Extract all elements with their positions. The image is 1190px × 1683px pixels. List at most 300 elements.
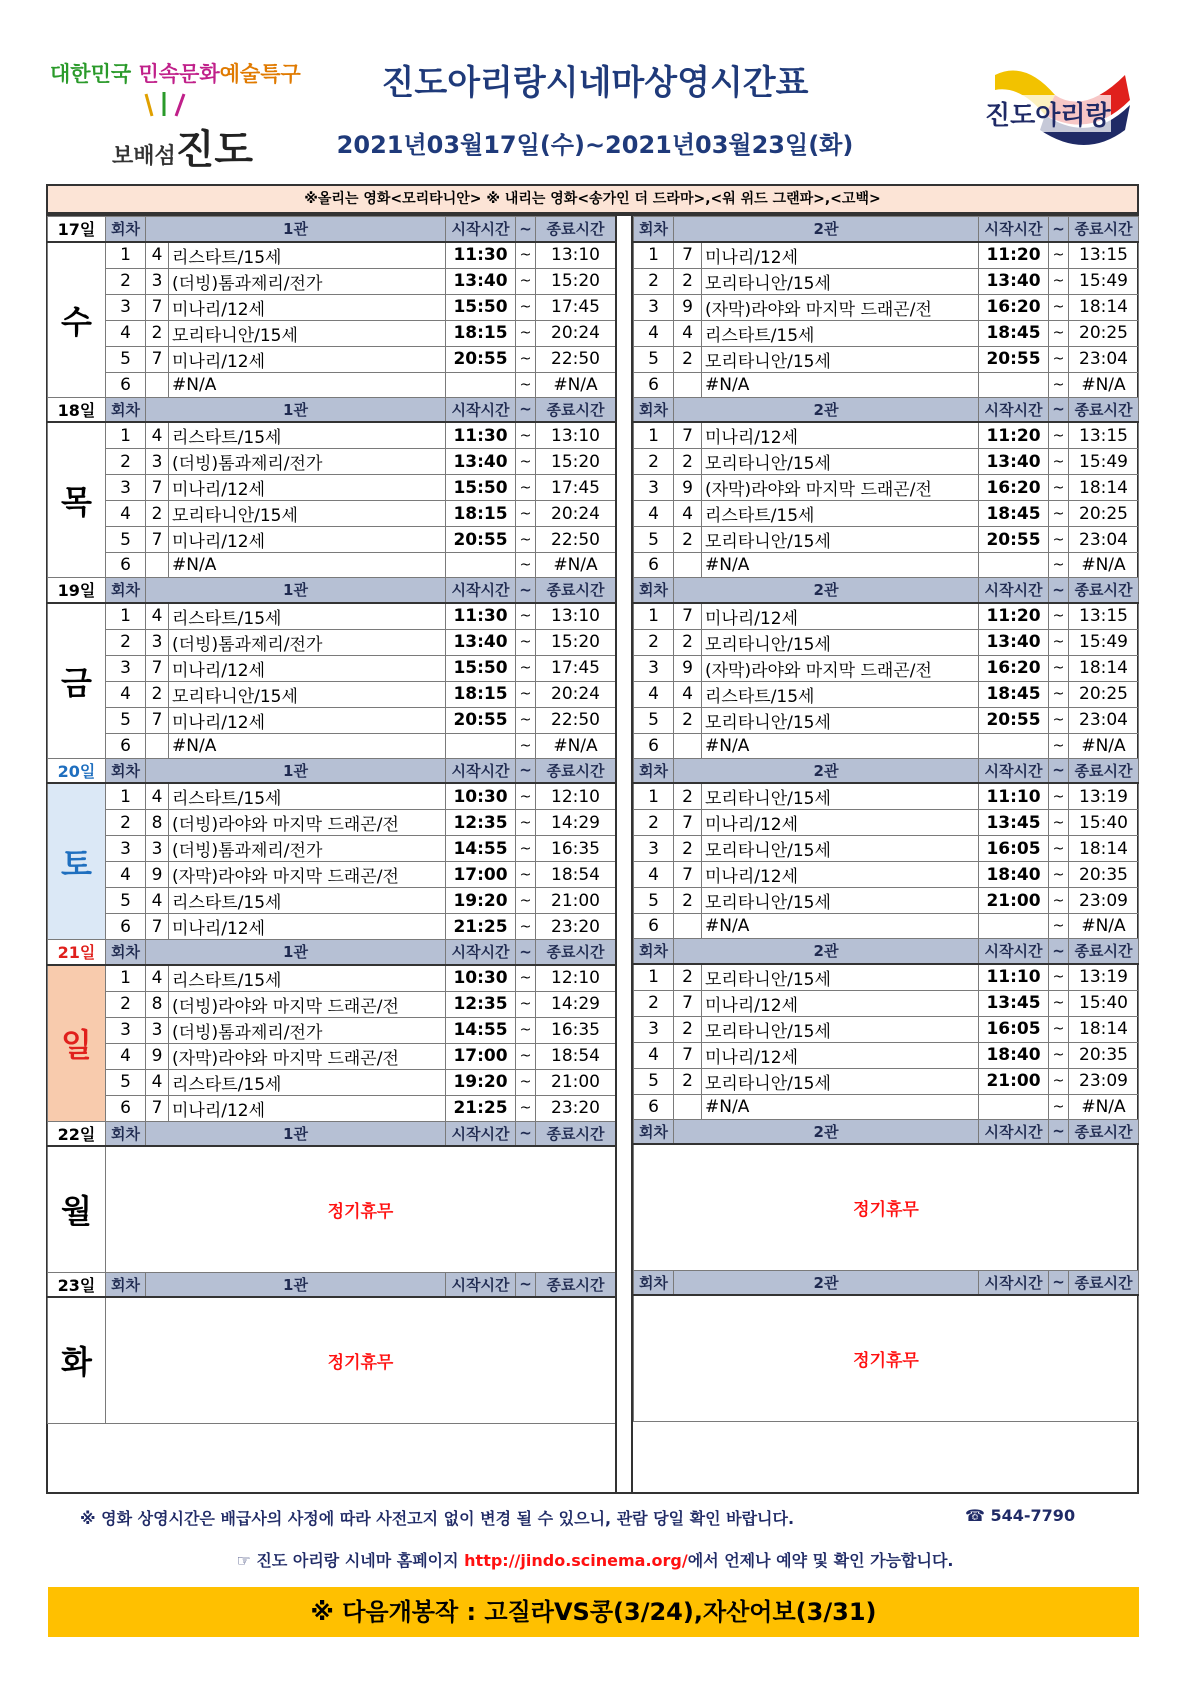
hall-header: 2관 — [674, 939, 979, 964]
day-header-row — [48, 1272, 616, 1297]
start-time-header: 시작시간 — [446, 397, 516, 422]
tilde: ~ — [516, 553, 536, 578]
day-header-row — [48, 1121, 616, 1146]
showtime-row — [48, 475, 616, 501]
session-number: 4 — [106, 320, 146, 346]
movie-title: 미나리/12세 — [702, 990, 979, 1016]
screen-code: 7 — [146, 1095, 169, 1121]
end-time: 23:04 — [1069, 346, 1139, 372]
session-number: 4 — [634, 862, 674, 888]
start-time: 20:55 — [446, 707, 516, 733]
start-time: 20:55 — [979, 527, 1049, 553]
screen-code: 7 — [146, 294, 169, 320]
tilde: ~ — [516, 810, 536, 836]
movie-title: 리스타트/15세 — [169, 242, 446, 269]
start-time: 11:10 — [979, 783, 1049, 810]
homepage-link[interactable]: http://jindo.scinema.org/ — [464, 1551, 688, 1570]
movie-title: 리스타트/15세 — [169, 603, 446, 630]
footer-note-text: ※ 영화 상영시간은 배급사의 사정에 따라 사전고지 없이 변경 될 수 있으니, 관람 당일 확인 바랍니다. — [80, 1509, 795, 1528]
tilde: ~ — [1049, 629, 1069, 655]
start-time: 14:55 — [446, 1017, 516, 1043]
tilde: ~ — [516, 888, 536, 914]
screen-code — [674, 372, 702, 397]
end-time: 22:50 — [536, 527, 616, 553]
start-time — [979, 914, 1049, 939]
movie-title: #N/A — [169, 553, 446, 578]
tilde: ~ — [1049, 888, 1069, 914]
session-number: 2 — [634, 449, 674, 475]
day-header-row — [634, 397, 1139, 422]
session-number: 1 — [106, 783, 146, 810]
showtime-row — [48, 965, 616, 992]
movie-title: 미나리/12세 — [169, 475, 446, 501]
screen-code: 8 — [146, 991, 169, 1017]
screen-code: 3 — [146, 1017, 169, 1043]
movie-title: (더빙)라야와 마지막 드래곤/전 — [169, 991, 446, 1017]
end-time-header: 종료시간 — [1069, 397, 1139, 422]
showtime-row — [48, 862, 616, 888]
end-time: 13:15 — [1069, 603, 1139, 630]
tilde-header: ~ — [516, 1272, 536, 1297]
tilde: ~ — [516, 783, 536, 810]
screen-code: 9 — [674, 294, 702, 320]
day-date: 21일 — [48, 940, 106, 965]
session-number: 3 — [106, 655, 146, 681]
tilde: ~ — [516, 914, 536, 940]
end-time: 18:14 — [1069, 1016, 1139, 1042]
session-number: 5 — [634, 346, 674, 372]
tilde-header: ~ — [516, 578, 536, 603]
start-time: 12:35 — [446, 991, 516, 1017]
end-time: 18:14 — [1069, 475, 1139, 501]
start-time: 11:20 — [979, 422, 1049, 449]
session-number: 5 — [106, 1069, 146, 1095]
session-number: 2 — [634, 810, 674, 836]
hall-header: 1관 — [146, 1121, 446, 1146]
showtime-row — [48, 268, 616, 294]
end-time: 20:24 — [536, 320, 616, 346]
day-of-week: 수 — [48, 242, 106, 398]
screen-code: 4 — [674, 320, 702, 346]
showtime-row — [48, 707, 616, 733]
showtime-row — [48, 655, 616, 681]
end-time: 23:09 — [1069, 888, 1139, 914]
end-time-header: 종료시간 — [1069, 939, 1139, 964]
session-number: 5 — [106, 707, 146, 733]
movie-title: 모리타니안/15세 — [702, 449, 979, 475]
movie-title: 미나리/12세 — [702, 1042, 979, 1068]
hall-divider — [615, 216, 633, 1492]
start-time-header: 시작시간 — [446, 578, 516, 603]
session-number: 5 — [106, 888, 146, 914]
tilde: ~ — [1049, 964, 1069, 991]
screen-code — [674, 733, 702, 758]
end-time: 23:04 — [1069, 527, 1139, 553]
end-time: 12:10 — [536, 783, 616, 810]
session-number: 3 — [634, 1016, 674, 1042]
movie-title: 모리타니안/15세 — [169, 681, 446, 707]
end-time: 22:50 — [536, 707, 616, 733]
end-time: 14:29 — [536, 810, 616, 836]
movie-title: 미나리/12세 — [702, 603, 979, 630]
day-header-row — [48, 397, 616, 422]
end-time: 18:14 — [1069, 294, 1139, 320]
showtime-row — [634, 501, 1139, 527]
end-time: 13:19 — [1069, 783, 1139, 810]
tilde: ~ — [1049, 862, 1069, 888]
session-number: 3 — [634, 836, 674, 862]
movie-title: #N/A — [702, 733, 979, 758]
hall-header: 1관 — [146, 217, 446, 242]
showtime-row — [48, 888, 616, 914]
movie-title: (더빙)톰과제리/전가 — [169, 629, 446, 655]
tilde: ~ — [516, 629, 536, 655]
showtime-row — [634, 1094, 1139, 1119]
closed-notice: 정기휴무 — [106, 1146, 616, 1272]
day-of-week: 목 — [48, 422, 106, 578]
end-time: 15:49 — [1069, 629, 1139, 655]
session-header: 회차 — [634, 397, 674, 422]
session-number: 4 — [634, 320, 674, 346]
closed-row — [48, 1146, 616, 1272]
session-number: 2 — [106, 810, 146, 836]
session-header: 회차 — [106, 758, 146, 783]
start-time: 13:45 — [979, 990, 1049, 1016]
start-time: 20:55 — [446, 346, 516, 372]
end-time: #N/A — [1069, 733, 1139, 758]
session-number: 4 — [634, 681, 674, 707]
end-time: #N/A — [1069, 914, 1139, 939]
hall-header: 2관 — [674, 578, 979, 603]
session-number: 2 — [634, 629, 674, 655]
start-time: 18:15 — [446, 681, 516, 707]
day-header-row — [48, 578, 616, 603]
start-time: 16:20 — [979, 475, 1049, 501]
screen-code: 3 — [146, 836, 169, 862]
start-time: 18:45 — [979, 681, 1049, 707]
end-time: 17:45 — [536, 294, 616, 320]
showtime-row — [634, 862, 1139, 888]
end-time: 20:24 — [536, 681, 616, 707]
start-time: 13:40 — [446, 629, 516, 655]
end-time-header: 종료시간 — [536, 578, 616, 603]
showtime-row — [48, 553, 616, 578]
movie-title: 모리타니안/15세 — [169, 320, 446, 346]
start-time: 18:45 — [979, 320, 1049, 346]
screen-code: 7 — [674, 603, 702, 630]
hall-header: 1관 — [146, 1272, 446, 1297]
logo-left-big: 진도 — [175, 126, 254, 173]
tilde: ~ — [1049, 1016, 1069, 1042]
screen-code: 3 — [146, 629, 169, 655]
hall2-schedule-table — [633, 216, 1139, 1422]
showtime-row — [634, 346, 1139, 372]
day-of-week: 일 — [48, 965, 106, 1122]
day-date: 22일 — [48, 1121, 106, 1146]
start-time: 18:40 — [979, 862, 1049, 888]
tilde-header: ~ — [516, 217, 536, 242]
end-time: 21:00 — [536, 888, 616, 914]
showtime-row — [634, 553, 1139, 578]
end-time: #N/A — [536, 553, 616, 578]
tilde: ~ — [516, 681, 536, 707]
start-time-header: 시작시간 — [446, 940, 516, 965]
start-time: 21:25 — [446, 914, 516, 940]
end-time: 13:10 — [536, 603, 616, 630]
tilde: ~ — [516, 449, 536, 475]
screen-code: 2 — [674, 783, 702, 810]
screen-code — [146, 733, 169, 758]
end-time-header: 종료시간 — [536, 217, 616, 242]
end-time: 13:19 — [1069, 964, 1139, 991]
session-number: 4 — [106, 1043, 146, 1069]
showtime-row — [48, 810, 616, 836]
tilde: ~ — [516, 422, 536, 449]
session-header: 회차 — [634, 1270, 674, 1295]
movie-title: #N/A — [702, 1094, 979, 1119]
tilde-header: ~ — [1049, 217, 1069, 242]
session-header: 회차 — [634, 217, 674, 242]
session-number: 5 — [106, 346, 146, 372]
session-number: 6 — [634, 372, 674, 397]
end-time: 20:25 — [1069, 320, 1139, 346]
footer-homepage — [0, 1548, 1190, 1571]
showtime-row — [634, 655, 1139, 681]
movie-title: 모리타니안/15세 — [702, 268, 979, 294]
session-number: 5 — [106, 527, 146, 553]
session-number: 6 — [634, 914, 674, 939]
movie-title: 리스타트/15세 — [702, 681, 979, 707]
tilde: ~ — [516, 527, 536, 553]
showtime-row — [48, 1069, 616, 1095]
day-of-week: 월 — [48, 1146, 106, 1272]
tilde-header: ~ — [1049, 1270, 1069, 1295]
screen-code — [674, 1094, 702, 1119]
tilde: ~ — [516, 242, 536, 269]
tilde-header: ~ — [1049, 397, 1069, 422]
showtime-row — [634, 810, 1139, 836]
end-time: 20:24 — [536, 501, 616, 527]
showtime-row — [48, 733, 616, 758]
movie-title: 리스타트/15세 — [702, 320, 979, 346]
movie-title: 모리타니안/15세 — [702, 836, 979, 862]
end-time: 22:50 — [536, 346, 616, 372]
end-time: 23:09 — [1069, 1068, 1139, 1094]
screen-code: 9 — [146, 1043, 169, 1069]
tilde: ~ — [516, 965, 536, 992]
tilde: ~ — [516, 1095, 536, 1121]
showtime-row — [48, 294, 616, 320]
tilde: ~ — [1049, 914, 1069, 939]
end-time: 12:10 — [536, 965, 616, 992]
showtime-row — [634, 707, 1139, 733]
movie-title: 미나리/12세 — [702, 862, 979, 888]
tilde: ~ — [1049, 372, 1069, 397]
showtime-row — [634, 449, 1139, 475]
session-header: 회차 — [106, 217, 146, 242]
screen-code: 2 — [674, 707, 702, 733]
screen-code: 8 — [146, 810, 169, 836]
end-time: #N/A — [1069, 1094, 1139, 1119]
homepage-prefix: ☞ 진도 아리랑 시네마 홈페이지 — [236, 1551, 465, 1570]
movie-title: 미나리/12세 — [169, 527, 446, 553]
screen-code: 2 — [674, 268, 702, 294]
notice-bar: ※올리는 영화<모리타니안> ※ 내리는 영화<송가인 더 드라마>,<워 위드 그랜파>,<고백> — [46, 184, 1139, 214]
footer-note — [80, 1506, 1180, 1529]
screen-code: 4 — [146, 965, 169, 992]
start-time-header: 시작시간 — [979, 1270, 1049, 1295]
hall-header: 1관 — [146, 578, 446, 603]
screen-code — [146, 372, 169, 397]
session-header: 회차 — [106, 1121, 146, 1146]
screen-code: 2 — [674, 629, 702, 655]
day-header-row — [634, 758, 1139, 783]
tilde: ~ — [1049, 990, 1069, 1016]
hall-header: 2관 — [674, 1270, 979, 1295]
session-number: 4 — [106, 862, 146, 888]
end-time: 20:25 — [1069, 501, 1139, 527]
movie-title: 모리타니안/15세 — [702, 629, 979, 655]
tilde: ~ — [516, 862, 536, 888]
start-time: 16:20 — [979, 655, 1049, 681]
hall-header: 1관 — [146, 397, 446, 422]
start-time-header: 시작시간 — [979, 758, 1049, 783]
end-time: 13:10 — [536, 422, 616, 449]
session-number: 1 — [634, 242, 674, 269]
end-time: 20:35 — [1069, 1042, 1139, 1068]
screen-code: 7 — [146, 707, 169, 733]
movie-title: (자막)라야와 마지막 드래곤/전 — [169, 1043, 446, 1069]
start-time: 11:30 — [446, 422, 516, 449]
tilde: ~ — [1049, 242, 1069, 269]
tilde: ~ — [1049, 707, 1069, 733]
start-time: 21:00 — [979, 1068, 1049, 1094]
day-date: 23일 — [48, 1272, 106, 1297]
session-header: 회차 — [634, 578, 674, 603]
movie-title: (더빙)라야와 마지막 드래곤/전 — [169, 810, 446, 836]
tilde: ~ — [1049, 294, 1069, 320]
start-time — [979, 372, 1049, 397]
hall1-schedule-table — [47, 216, 616, 1424]
end-time: 15:49 — [1069, 449, 1139, 475]
start-time: 11:20 — [979, 603, 1049, 630]
movie-title: (더빙)톰과제리/전가 — [169, 836, 446, 862]
start-time: 13:40 — [979, 268, 1049, 294]
movie-title: 미나리/12세 — [702, 810, 979, 836]
start-time-header: 시작시간 — [979, 217, 1049, 242]
tilde: ~ — [1049, 346, 1069, 372]
day-date: 17일 — [48, 217, 106, 242]
movie-title: #N/A — [702, 914, 979, 939]
session-number: 6 — [634, 553, 674, 578]
tilde: ~ — [516, 268, 536, 294]
end-time: 23:20 — [536, 1095, 616, 1121]
showtime-row — [634, 964, 1139, 991]
end-time: 13:15 — [1069, 242, 1139, 269]
start-time: 13:40 — [446, 449, 516, 475]
screen-code: 2 — [674, 836, 702, 862]
session-header: 회차 — [634, 758, 674, 783]
tilde: ~ — [516, 707, 536, 733]
tilde: ~ — [1049, 268, 1069, 294]
end-time: #N/A — [536, 733, 616, 758]
showtime-row — [48, 1017, 616, 1043]
day-header-row — [48, 217, 616, 242]
start-time: 14:55 — [446, 836, 516, 862]
closed-notice: 정기휴무 — [106, 1297, 616, 1423]
screen-code: 9 — [674, 475, 702, 501]
session-number: 1 — [634, 783, 674, 810]
movie-title: 미나리/12세 — [169, 914, 446, 940]
session-number: 5 — [634, 527, 674, 553]
session-number: 1 — [106, 603, 146, 630]
tilde-header: ~ — [1049, 939, 1069, 964]
session-number: 1 — [634, 603, 674, 630]
screen-code: 3 — [146, 449, 169, 475]
hall-header: 2관 — [674, 1119, 979, 1144]
showtime-row — [48, 914, 616, 940]
day-date: 18일 — [48, 397, 106, 422]
start-time: 10:30 — [446, 965, 516, 992]
start-time: 17:00 — [446, 1043, 516, 1069]
screen-code — [146, 553, 169, 578]
closed-notice: 정기휴무 — [634, 1144, 1139, 1270]
end-time: 18:54 — [536, 862, 616, 888]
tilde: ~ — [516, 346, 536, 372]
showtime-row — [634, 603, 1139, 630]
screen-code: 2 — [146, 320, 169, 346]
screen-code: 7 — [146, 655, 169, 681]
end-time-header: 종료시간 — [1069, 1270, 1139, 1295]
showtime-row — [634, 1016, 1139, 1042]
tilde: ~ — [516, 603, 536, 630]
start-time: 13:45 — [979, 810, 1049, 836]
movie-title: 리스타트/15세 — [169, 1069, 446, 1095]
closed-row — [634, 1295, 1139, 1421]
screen-code: 7 — [146, 527, 169, 553]
screen-code — [674, 553, 702, 578]
movie-title: (자막)라야와 마지막 드래곤/전 — [169, 862, 446, 888]
start-time — [446, 733, 516, 758]
session-number: 1 — [634, 964, 674, 991]
closed-row — [48, 1297, 616, 1423]
day-date: 20일 — [48, 758, 106, 783]
session-header: 회차 — [634, 1119, 674, 1144]
screen-code: 7 — [674, 1042, 702, 1068]
showtime-row — [634, 733, 1139, 758]
movie-title: 모리타니안/15세 — [702, 888, 979, 914]
movie-title: 리스타트/15세 — [169, 888, 446, 914]
showtime-row — [634, 783, 1139, 810]
movie-title: 리스타트/15세 — [169, 783, 446, 810]
session-header: 회차 — [106, 397, 146, 422]
start-time: 18:40 — [979, 1042, 1049, 1068]
session-number: 3 — [634, 294, 674, 320]
showtime-row — [634, 372, 1139, 397]
end-time-header: 종료시간 — [1069, 1119, 1139, 1144]
tilde-header: ~ — [1049, 1119, 1069, 1144]
tilde: ~ — [1049, 1042, 1069, 1068]
showtime-row — [634, 1042, 1139, 1068]
end-time: 15:20 — [536, 268, 616, 294]
start-time: 11:20 — [979, 242, 1049, 269]
session-number: 1 — [106, 242, 146, 269]
movie-title: 모리타니안/15세 — [702, 1016, 979, 1042]
session-number: 3 — [106, 294, 146, 320]
showtime-row — [634, 527, 1139, 553]
session-number: 5 — [634, 888, 674, 914]
screen-code: 2 — [674, 1016, 702, 1042]
